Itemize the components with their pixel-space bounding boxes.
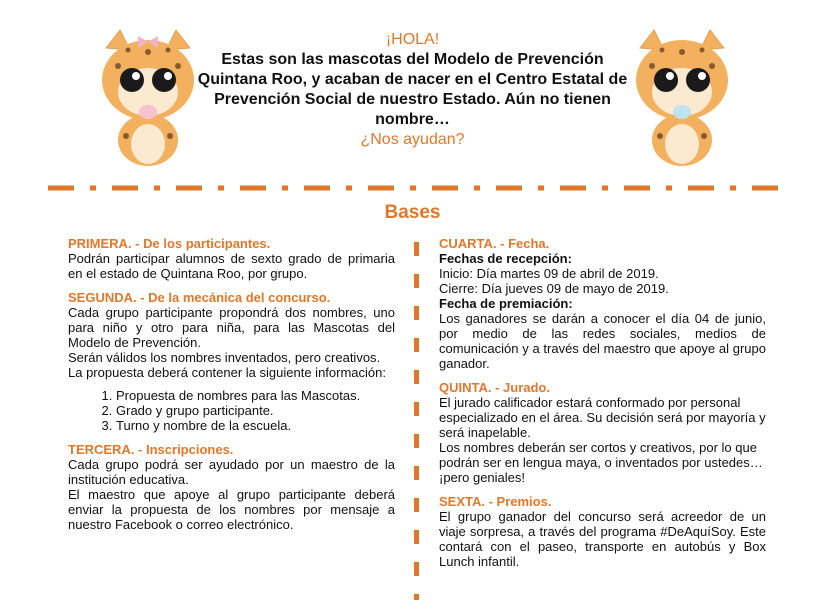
section-title-cuarta: CUARTA. - Fecha. bbox=[439, 236, 550, 251]
jaguar-mascot-boy-icon bbox=[632, 28, 732, 168]
sexta-text: El grupo ganador del concurso será acreedor de un viaje sorpresa, a través del programa #DeAquíSoy. Este contará con el paseo, transporte en autobús y Box Lunch infantil. bbox=[439, 509, 766, 569]
section-title-primera: PRIMERA. - De los participantes. bbox=[68, 236, 271, 251]
intro-text: Estas son las mascotas del Modelo de Prevención Quintana Roo, y acaban de nacer en el Centro Estatal de Prevención Social de nuestro Estado. Aún no tienen nombre… bbox=[197, 51, 628, 128]
header bbox=[190, 30, 635, 150]
list-item: 1. Propuesta de nombres para las Mascotas. bbox=[116, 388, 395, 403]
cuarta-text: Los ganadores se darán a conocer el día 04 de junio, por medio de las redes sociales, medios de comunicación y a través del maestro que apoye al grupo ganador. bbox=[439, 311, 766, 371]
tercera-text-1: Cada grupo podrá ser ayudado por un maestro de la institución educativa. bbox=[68, 457, 395, 487]
list-item: 3. Turno y nombre de la escuela. bbox=[116, 418, 395, 433]
quinta-text-2: Los nombres deberán ser cortos y creativos, por lo que podrán ser en lengua maya, o inventados por ustedes… ¡pero geniales! bbox=[439, 440, 763, 485]
bases-title: Bases bbox=[384, 202, 441, 223]
start-date: Inicio: Día martes 09 de abril de 2019. bbox=[439, 266, 659, 281]
list-item: 2. Grado y grupo participante. bbox=[116, 403, 395, 418]
quinta-text-1: El jurado calificador estará conformado por personal especializado en el área. Su decisión será por mayoría y será inapelable. bbox=[439, 395, 766, 440]
section-title-sexta: SEXTA. - Premios. bbox=[439, 494, 552, 509]
dashed-divider bbox=[48, 185, 780, 191]
requirements-list bbox=[68, 388, 395, 433]
question-text: ¿Nos ayudan? bbox=[360, 131, 465, 148]
award-date-label: Fecha de premiación: bbox=[439, 296, 573, 311]
end-date: Cierre: Día jueves 09 de mayo de 2019. bbox=[439, 281, 669, 296]
left-column bbox=[68, 236, 395, 532]
jaguar-mascot-girl-icon bbox=[98, 28, 198, 168]
column-divider bbox=[414, 242, 419, 600]
section-title-segunda: SEGUNDA. - De la mecánica del concurso. bbox=[68, 290, 331, 305]
segunda-text-3: La propuesta deberá contener la siguiente información: bbox=[68, 365, 386, 380]
section-title-tercera: TERCERA. - Inscripciones. bbox=[68, 442, 234, 457]
greeting: ¡HOLA! bbox=[385, 31, 440, 48]
segunda-text-1: Cada grupo participante propondrá dos nombres, uno para niño y otro para niña, para las Mascotas del Modelo de Prevención. bbox=[68, 305, 395, 350]
segunda-text-2: Serán válidos los nombres inventados, pero creativos. bbox=[68, 350, 381, 365]
tercera-text-2: El maestro que apoye al grupo participante deberá enviar la propuesta de los nombres por mensaje a nuestro Facebook o correo electrónico. bbox=[68, 487, 395, 532]
right-column bbox=[439, 236, 766, 569]
reception-dates-label: Fechas de recepción: bbox=[439, 251, 572, 266]
section-title-quinta: QUINTA. - Jurado. bbox=[439, 380, 550, 395]
primera-text: Podrán participar alumnos de sexto grado de primaria en el estado de Quintana Roo, por grupo. bbox=[68, 251, 395, 281]
